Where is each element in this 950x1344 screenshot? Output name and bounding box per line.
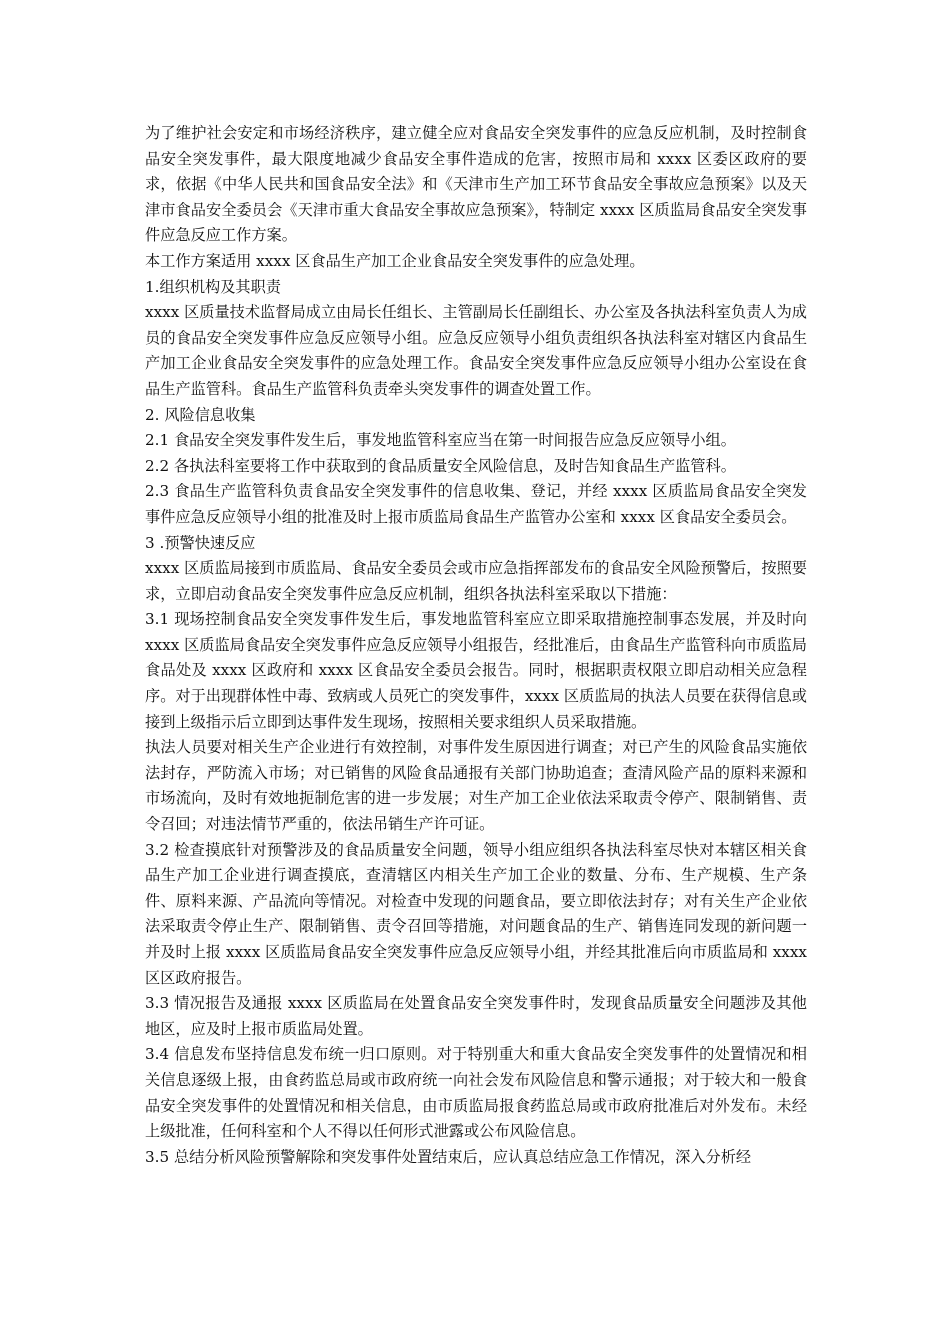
section-heading-2: 2. 风险信息收集 [145, 405, 256, 424]
paragraph-3-4: 3.4 信息发布坚持信息发布统一归口原则。对于特别重大和重大食品安全突发事件的处置情况和相关信息逐级上报，由食药监总局或市政府统一向社会发布风险信息和警示通报；对于较大和一般食品安全突发事件的处置情况和相关信息，由市质监局报食药监总局或市政府批准后对外发布。未经上级批准，任何科室和个人不得以任何形式泄露或公布风险信息。 [145, 1045, 807, 1141]
paragraph-3-2: 3.2 检查摸底针对预警涉及的食品质量安全问题，领导小组应组织各执法科室尽快对本辖区相关食品生产加工企业进行调查摸底，查清辖区内相关生产加工企业的数量、分布、生产规模、生产条件、原料来源、产品流向等情况。对检查中发现的问题食品，要立即依法封存；对有关生产企业依法采取责令停止生产、限制销售、责令召回等措施，对问题食品的生产、销售连同发现的新问题一并及时上报 xxxx 区质监局食品安全突发事件应急反应领导小组，并经其批准后向市质监局和 xxxx 区区政府报告。 [145, 840, 807, 987]
paragraph-organization: xxxx 区质量技术监督局成立由局长任组长、主管副局长任副组长、办公室及各执法科室负责人为成员的食品安全突发事件应急反应领导小组。应急反应领导小组负责组织各执法科室对辖区内食品生产加工企业食品安全突发事件的应急处理工作。食品安全突发事件应急反应领导小组办公室设在食品生产监管科。食品生产监管科负责牵头突发事件的调查处置工作。 [145, 303, 807, 398]
paragraph-warning: xxxx 区质监局接到市质监局、食品安全委员会或市应急指挥部发布的食品安全风险预警后，按照要求，立即启动食品安全突发事件应急反应机制，组织各执法科室采取以下措施： [145, 559, 807, 603]
document-body [145, 121, 807, 1170]
section-heading-1: 1.组织机构及其职责 [145, 277, 281, 296]
paragraph-3-3: 3.3 情况报告及通报 xxxx 区质监局在处置食品安全突发事件时，发现食品质量安全问题涉及其他地区，应及时上报市质监局处置。 [145, 994, 807, 1038]
paragraph-2-3: 2.3 食品生产监管科负责食品安全突发事件的信息收集、登记，并经 xxxx 区质监局食品安全突发事件应急反应领导小组的批准及时上报市质监局食品生产监管办公室和 xxxx 区食品安全委员会。 [145, 482, 807, 526]
paragraph-enforcement: 执法人员要对相关生产企业进行有效控制，对事件发生原因进行调查；对已产生的风险食品实施依法封存，严防流入市场；对已销售的风险食品通报有关部门协助追查；查清风险产品的原料来源和市场流向，及时有效地扼制危害的进一步发展；对生产加工企业依法采取责令停产、限制销售、责令召回；对违法情节严重的，依法吊销生产许可证。 [145, 738, 807, 834]
paragraph-3-1: 3.1 现场控制食品安全突发事件发生后，事发地监管科室应立即采取措施控制事态发展，并及时向 xxxx 区质监局食品安全突发事件应急反应领导小组报告，经批准后，由食品生产监管科向市质监局食品处及 xxxx 区政府和 xxxx 区食品安全委员会报告。同时，根据职责权限立即启动相关应急程序。对于出现群体性中毒、致病或人员死亡的突发事件，xxxx 区质监局的执法人员要在获得信息或接到上级指示后立即到达事件发生现场，按照相关要求组织人员采取措施。 [145, 610, 807, 731]
paragraph-intro: 为了维护社会安定和市场经济秩序，建立健全应对食品安全突发事件的应急反应机制，及时控制食品安全突发事件，最大限度地减少食品安全事件造成的危害，按照市局和 xxxx 区委区政府的要求，依据《中华人民共和国食品安全法》和《天津市生产加工环节食品安全事故应急预案》以及天津市食品安全委员会《天津市重大食品安全事故应急预案》，特制定 xxxx 区质监局食品安全突发事件应急反应工作方案。 [145, 124, 807, 245]
paragraph-scope: 本工作方案适用 xxxx 区食品生产加工企业食品安全突发事件的应急处理。 [145, 251, 645, 270]
paragraph-3-5: 3.5 总结分析风险预警解除和突发事件处置结束后，应认真总结应急工作情况，深入分析经 [145, 1147, 752, 1166]
paragraph-2-2: 2.2 各执法科室要将工作中获取到的食品质量安全风险信息，及时告知食品生产监管科。 [145, 456, 736, 475]
section-heading-3: 3 .预警快速反应 [145, 533, 256, 552]
paragraph-2-1: 2.1 食品安全突发事件发生后，事发地监管科室应当在第一时间报告应急反应领导小组。 [145, 431, 736, 450]
